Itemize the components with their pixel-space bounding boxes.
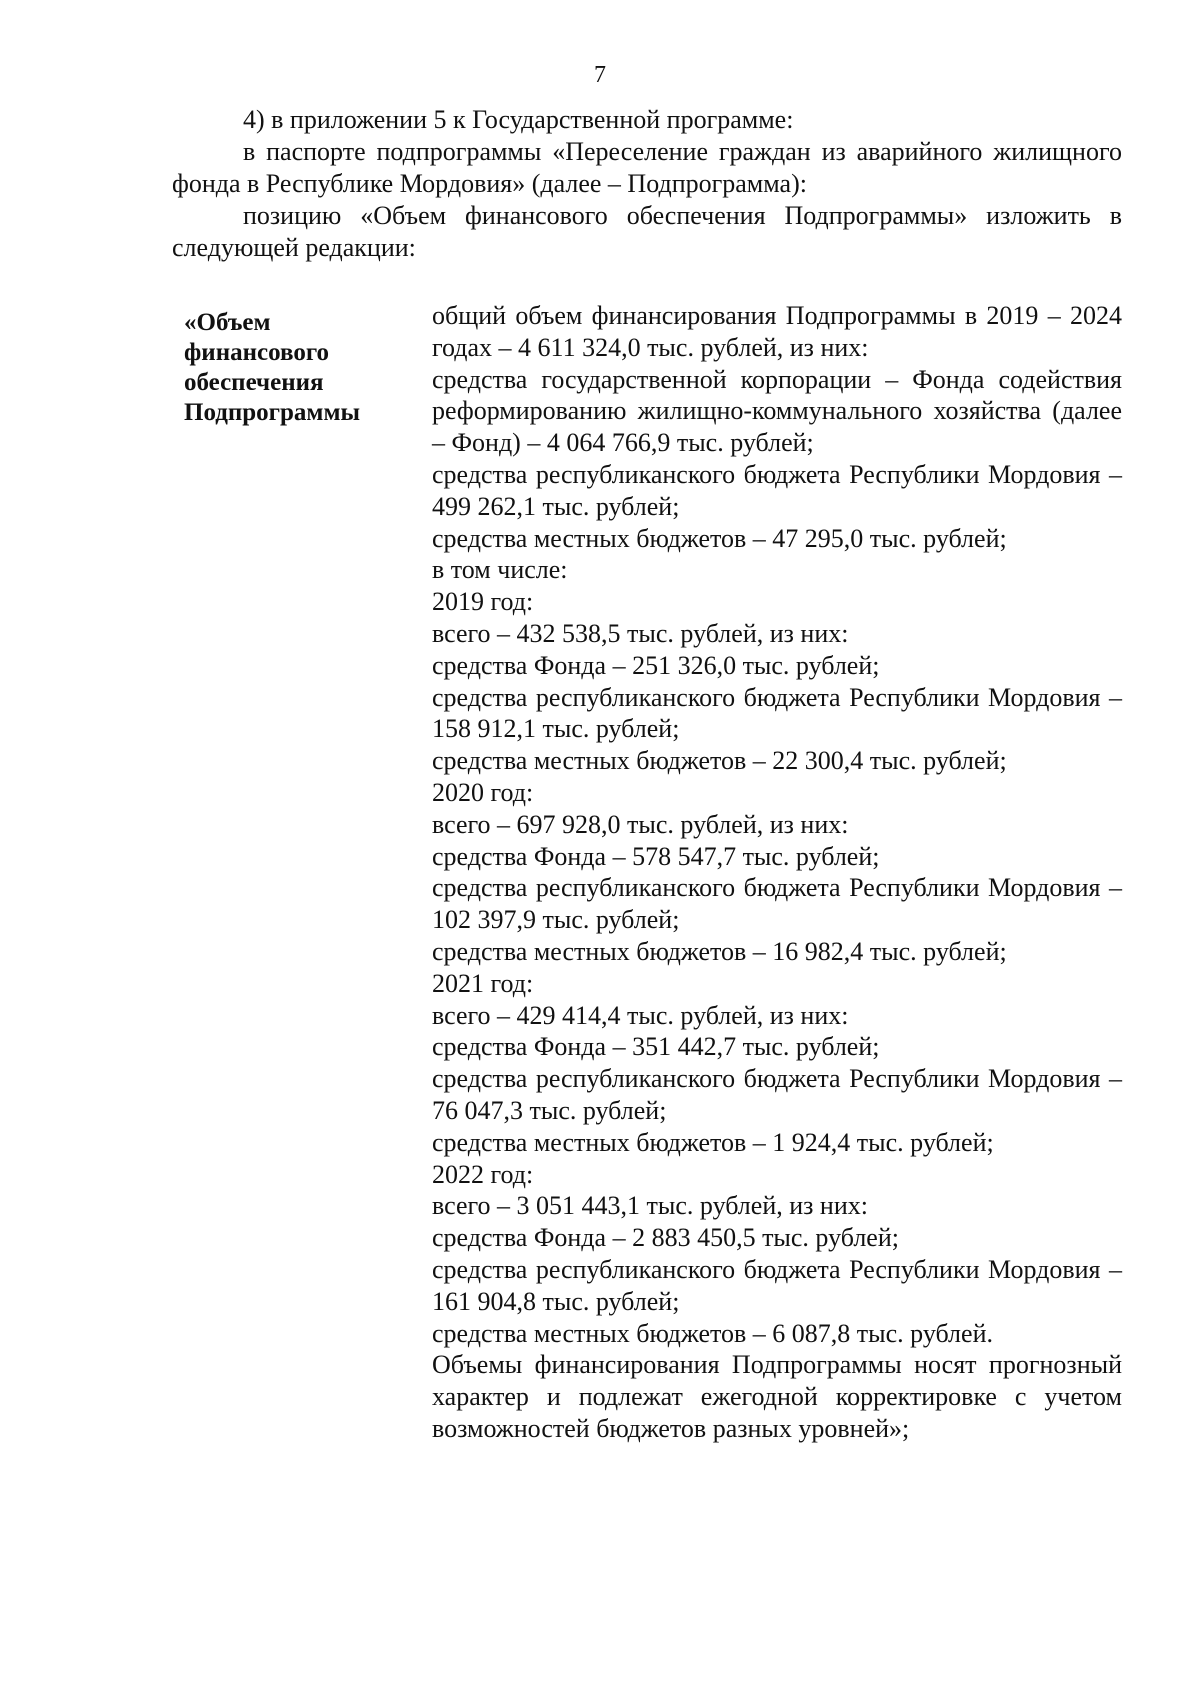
intro-paragraph-2: в паспорте подпрограммы «Переселение граждан из аварийного жилищного фонда в Республике Мордовия» (далее – Подпрограмма): (172, 137, 1122, 198)
year-heading: 2021 год: (432, 968, 534, 998)
year-fund: средства Фонда – 251 326,0 тыс. рублей; (432, 650, 880, 680)
year-fund: средства Фонда – 351 442,7 тыс. рублей; (432, 1032, 880, 1062)
position-label-line: финансового (184, 339, 330, 366)
year-republic-budget: средства республиканского бюджета Республики Мордовия – 76 047,3 тыс. рублей; (432, 1064, 1122, 1125)
page-number: 7 (594, 62, 606, 88)
year-local-budget: средства местных бюджетов – 16 982,4 тыс. рублей; (432, 936, 1007, 966)
year-total: всего – 429 414,4 тыс. рублей, из них: (432, 1000, 849, 1030)
position-label (184, 308, 414, 428)
intro-paragraph-1: 4) в приложении 5 к Государственной программе: (243, 105, 794, 134)
position-label-line: «Объем (184, 309, 271, 336)
year-local-budget: средства местных бюджетов – 1 924,4 тыс. рублей; (432, 1127, 994, 1157)
year-republic-budget: средства республиканского бюджета Республики Мордовия – 158 912,1 тыс. рублей; (432, 682, 1122, 744)
intro-paragraph-3: позицию «Объем финансового обеспечения Подпрограммы» изложить в следующей редакции: (172, 201, 1122, 262)
year-local-budget: средства местных бюджетов – 6 087,8 тыс. рублей. (432, 1318, 993, 1348)
year-republic-budget: средства республиканского бюджета Республики Мордовия – 161 904,8 тыс. рублей; (432, 1254, 1122, 1316)
year-republic-budget: средства республиканского бюджета Республики Мордовия – 102 397,9 тыс. рублей; (432, 873, 1122, 935)
year-local-budget: средства местных бюджетов – 22 300,4 тыс. рублей; (432, 746, 1007, 776)
year-total: всего – 697 928,0 тыс. рублей, из них: (432, 809, 849, 839)
year-heading: 2022 год: (432, 1159, 534, 1189)
fund-funding: средства государственной корпорации – Фонда содействия реформированию жилищно-коммунального хозяйства (далее – Фонд) – 4 064 766,9 тыс. рублей; (432, 364, 1122, 458)
local-budget-funding: средства местных бюджетов – 47 295,0 тыс. рублей; (432, 523, 1007, 553)
year-fund: средства Фонда – 578 547,7 тыс. рублей; (432, 841, 880, 871)
year-heading: 2019 год: (432, 587, 534, 617)
including-heading: в том числе: (432, 555, 568, 585)
position-label-line: Подпрограммы (184, 399, 361, 426)
year-fund: средства Фонда – 2 883 450,5 тыс. рублей; (432, 1223, 899, 1253)
position-content (432, 300, 1122, 1445)
forecast-note: Объемы финансирования Подпрограммы носят прогнозный характер и подлежат ежегодной корректировке с учетом возможностей бюджетов разных уровней»; (432, 1350, 1122, 1443)
year-total: всего – 432 538,5 тыс. рублей, из них: (432, 618, 849, 648)
year-heading: 2020 год: (432, 777, 534, 807)
year-total: всего – 3 051 443,1 тыс. рублей, из них: (432, 1191, 868, 1221)
position-label-line: обеспечения (184, 369, 324, 396)
republic-budget-funding: средства республиканского бюджета Республики Мордовия – 499 262,1 тыс. рублей; (432, 459, 1122, 521)
intro-section (172, 104, 1122, 264)
total-funding: общий объем финансирования Подпрограммы в 2019 – 2024 годах – 4 611 324,0 тыс. рублей, из них: (432, 301, 1122, 362)
